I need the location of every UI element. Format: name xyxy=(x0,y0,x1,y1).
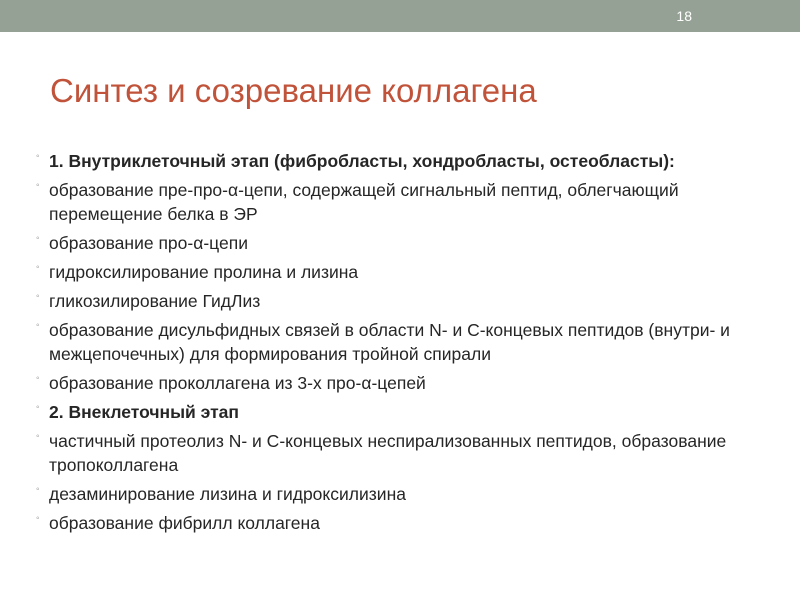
list-item-text: 2. Внеклеточный этап xyxy=(49,402,239,422)
list-item-text: частичный протеолиз N- и C-концевых неспирализованных пептидов, образование тропоколлагена xyxy=(49,431,727,475)
list-item-text: 1. Внутриклеточный этап (фибробласты, хондробласты, остеобласты): xyxy=(49,151,675,171)
list-item xyxy=(36,149,788,173)
bullet-icon: ◦ xyxy=(36,402,40,413)
list-item-text: дезаминирование лизина и гидроксилизина xyxy=(49,484,406,504)
list-item xyxy=(36,260,788,284)
bullet-icon: ◦ xyxy=(36,431,40,442)
list-item-text: гликозилирование ГидЛиз xyxy=(49,291,261,311)
bullet-icon: ◦ xyxy=(36,233,40,244)
list-item-text: образование про-α-цепи xyxy=(49,233,248,253)
bullet-icon: ◦ xyxy=(36,484,40,495)
bullet-icon: ◦ xyxy=(36,151,40,162)
bullet-list xyxy=(36,149,788,540)
list-item-text: образование дисульфидных связей в области N- и C-концевых пептидов (внутри- и межцепочечных) для формирования тройной спирали xyxy=(49,320,730,364)
list-item xyxy=(36,371,788,395)
list-item xyxy=(36,482,788,506)
list-item-text: образование пре-про-α-цепи, содержащей сигнальный пептид, облегчающий перемещение белка в ЭР xyxy=(49,180,679,224)
bullet-icon: ◦ xyxy=(36,320,40,331)
bullet-icon: ◦ xyxy=(36,513,40,524)
bullet-icon: ◦ xyxy=(36,180,40,191)
list-item xyxy=(36,511,788,535)
list-item-text: образование проколлагена из 3-х про-α-цепей xyxy=(49,373,426,393)
slide-number: 18 xyxy=(676,8,692,24)
bullet-icon: ◦ xyxy=(36,291,40,302)
list-item xyxy=(36,429,788,477)
slide-title: Синтез и созревание коллагена xyxy=(50,72,537,109)
list-item-text: гидроксилирование пролина и лизина xyxy=(49,262,359,282)
list-item xyxy=(36,400,788,424)
list-item xyxy=(36,231,788,255)
list-item xyxy=(36,178,788,226)
top-bar xyxy=(0,0,800,32)
bullet-icon: ◦ xyxy=(36,373,40,384)
list-item xyxy=(36,318,788,366)
list-item xyxy=(36,289,788,313)
bullet-icon: ◦ xyxy=(36,262,40,273)
list-item-text: образование фибрилл коллагена xyxy=(49,513,320,533)
